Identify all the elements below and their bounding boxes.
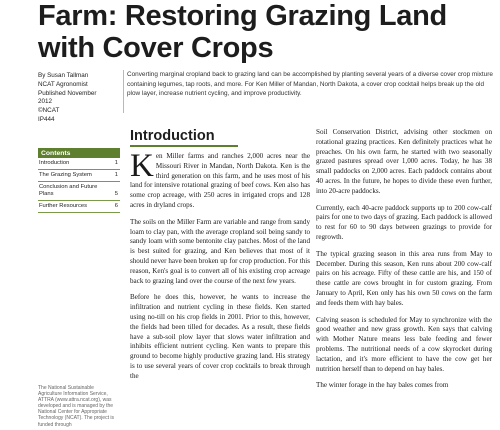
intro-summary: Converting marginal cropland back to grazing land can be accomplished by planting several years of a diverse cover crop mixture containing legumes, tap roots, and more. For Ken Miller of Mandan, North Dakota, a cover crop cocktail helps break up the old plow layer, increase nutrient cycling, and improve productivity. xyxy=(127,71,493,98)
contents-item-label: Introduction xyxy=(39,160,70,166)
title-line-2: with Cover Crops xyxy=(38,32,274,64)
title-line-1: Farm: Restoring Grazing Land xyxy=(38,0,447,32)
paragraph xyxy=(130,148,310,211)
contents-item-label: Conclusion and Future Plans xyxy=(39,184,98,197)
contents-item[interactable] xyxy=(38,182,120,201)
published-year: 2012 xyxy=(38,98,53,106)
body-column-2 xyxy=(316,128,492,398)
page-title xyxy=(38,0,498,64)
contents-item-label: The Grazing System xyxy=(39,172,92,178)
paragraph: Soil Conservation District, advising other stockmen on rotational grazing practices. Ken definitely practices what he preaches. On his own farm, he started with two seasonally grazed pastures spread over 1,000 acres. Today, he has 38 small paddocks on 2,000 acres. Each paddock contains about 40 acres. In the future, he hopes to divide these even further, into 20-acre paddocks. xyxy=(316,128,492,195)
published-date: Published November xyxy=(38,89,97,97)
section-heading: Introduction xyxy=(130,128,215,144)
paragraph: The soils on the Miller Farm are variable and range from sandy loam to clay pan, with the average cropland soil being sandy to sandy loam with some bentonite clay patches. Most of the land is best suited for grazing, and Ken believes that most of it should never have been broken up for crop production. For this reason, Ken's goal is to convert all of his existing crop acreage back to grazing land over the course of the next few years. xyxy=(130,217,310,285)
paragraph-text: en Miller farms and ranches 2,000 acres near the Missouri River in Mandan, North Dakota. Ken is the third generation on this farm, and he uses most of his land for intensive rotational grazing of beef cows. Ken also has some crop acreage, with 250 acres in irrigated crops and 128 acres in dryland crops. xyxy=(130,152,310,209)
intro-divider xyxy=(123,70,124,113)
paragraph: Currently, each 40-acre paddock supports up to 200 cow-calf pairs for one to two days of grazing. Each paddock is allowed to rest for 60 to 90 days between grazings to provide for regrowth. xyxy=(316,203,492,241)
contents-box xyxy=(38,148,120,213)
author-role: NCAT Agronomist xyxy=(38,80,88,88)
contents-item-page: 1 xyxy=(114,172,118,178)
contents-header: Contents xyxy=(38,148,120,158)
contents-item-page: 6 xyxy=(114,203,118,209)
contents-item-label: Further Resources xyxy=(39,203,88,209)
contents-item-page: 1 xyxy=(114,160,118,166)
contents-item-page: 5 xyxy=(114,191,118,197)
author: By Susan Tallman xyxy=(38,72,89,79)
paragraph: Before he does this, however, he wants to increase the infiltration and nutrient cycling in these fields. Ken started using no-till on his crop fields in 2001. Prior to this, however, the fields had been tilled for decades. As a result, these fields have a sub-soil plow layer that slows water infiltration and inhibits efficient nutrient cycling. Ken wants to prepare this ground to become highly productive grazing land. His strategy is to use several years of cover crop cocktails to break through the xyxy=(130,293,310,380)
publication-code: IP444 xyxy=(38,115,55,123)
sidebar xyxy=(38,72,118,125)
drop-cap: K xyxy=(130,148,154,184)
paragraph: Calving season is scheduled for May to synchronize with the good weather and new grass growth. Ken says that calving with Mother Nature means less bale feeding and fewer problems. The nutritional needs of a cow skyrocket during lactation, and it's more efficient to have the cow get her nutrition herself than to depend on hay bales. xyxy=(316,315,492,373)
body-column-1 xyxy=(130,148,310,389)
section-heading-underline xyxy=(130,145,238,147)
paragraph: The winter forage in the hay bales comes from xyxy=(316,381,449,390)
copyright: ©NCAT xyxy=(38,107,60,115)
attra-footnote: The National Sustainable Agriculture Information Service, ATTRA (www.attra.ncat.org), was developed and is managed by the National Center for Appropriate Technology (NCAT). The project is funded through xyxy=(38,385,114,428)
paragraph: The typical grazing season in this area runs from May to December. During this season, Ken runs about 200 cow-calf pairs on his acreage. Fifty of these cattle are his, and 150 of these cattle are cows brought in for custom grazing. From January to April, Ken only has his own 50 cows on the farm and feeds them with hay bales. xyxy=(316,249,492,307)
author-meta xyxy=(38,72,118,125)
contents-item[interactable] xyxy=(38,170,120,182)
contents-item[interactable] xyxy=(38,201,120,213)
contents-item[interactable] xyxy=(38,158,120,170)
